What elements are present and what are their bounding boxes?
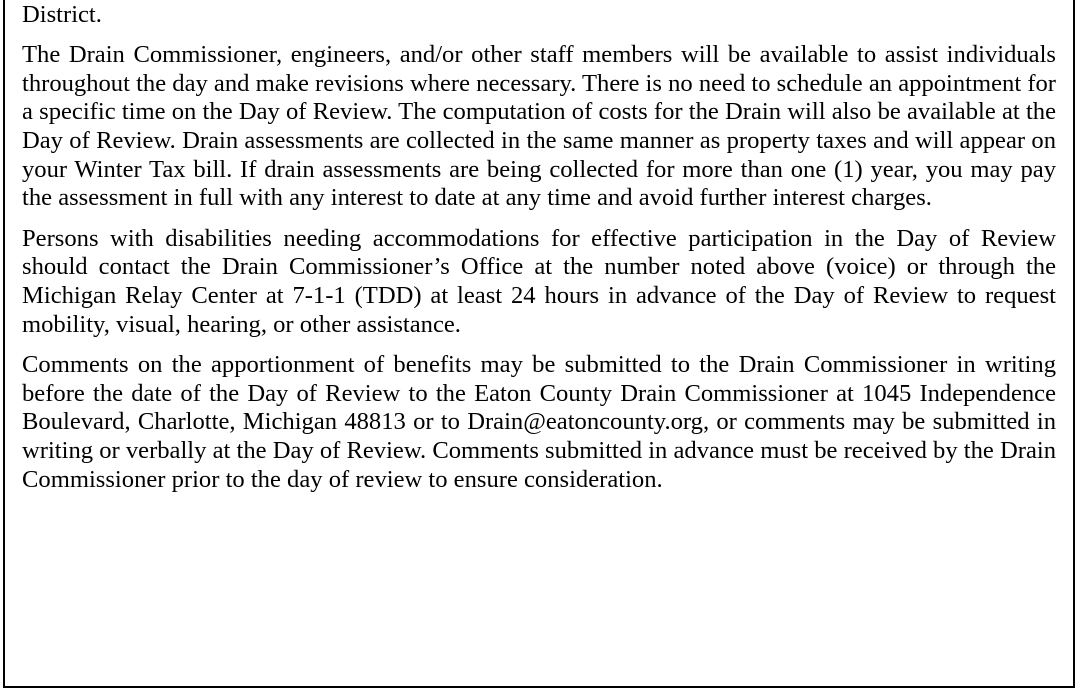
notice-body bbox=[22, 0, 1056, 506]
public-notice-box bbox=[3, 0, 1075, 688]
paragraph-apportionment-continued: District. bbox=[22, 0, 102, 28]
paragraph-disability-accommodations: Persons with disabilities needing accommodations for effective participation in the Day of Review should contact the Drain Commissioner’s Office at the number noted above (voice) or through the Michigan Relay Center at 7-1-1 (TDD) at least 24 hours in advance of the Day of Review to request mobility, visual, hearing, or other assistance. bbox=[22, 224, 1056, 338]
paragraph-comments-submission: Comments on the apportionment of benefits may be submitted to the Drain Commissioner in writing before the date of the Day of Review to the Eaton County Drain Commissioner at 1045 Independence Boulevard, Charlotte, Michigan 48813 or to Drain@eatoncounty.org, or comments may be submitted in writing or verbally at the Day of Review. Comments submitted in advance must be received by the Drain Commissioner prior to the day of review to ensure consideration. bbox=[22, 351, 1056, 493]
paragraph-staff-availability: The Drain Commissioner, engineers, and/or other staff members will be available to assist individuals throughout the day and make revisions where necessary. There is no need to schedule an appointment for a specific time on the Day of Review. The computation of costs for the Drain will also be available at the Day of Review. Drain assessments are collected in the same manner as property taxes and will appear on your Winter Tax bill. If drain assessments are being collected for more than one (1) year, you may pay the assessment in full with any interest to date at any time and avoid further interest charges. bbox=[22, 41, 1056, 212]
